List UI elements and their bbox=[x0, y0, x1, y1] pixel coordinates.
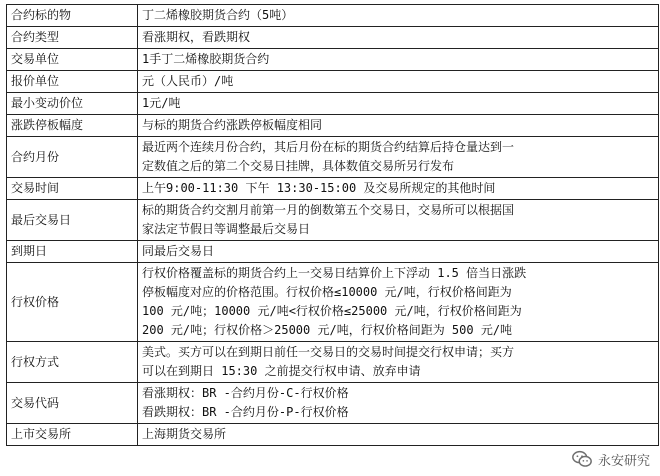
watermark bbox=[571, 448, 650, 470]
row-value-line: 看跌期权：BR -合约月份-P-行权价格 bbox=[142, 405, 349, 419]
table-row bbox=[7, 115, 659, 137]
table-row bbox=[7, 383, 659, 424]
row-value bbox=[138, 342, 659, 383]
row-value-line: 上午9:00-11:30 下午 13:30-15:00 及交易所规定的其他时间 bbox=[142, 181, 496, 195]
watermark-label: 永安研究 bbox=[597, 453, 650, 469]
table-row bbox=[7, 49, 659, 71]
row-value bbox=[138, 71, 659, 93]
table-row bbox=[7, 71, 659, 93]
row-value bbox=[138, 263, 659, 342]
wechat-icon bbox=[571, 448, 593, 470]
table-row bbox=[7, 178, 659, 200]
table-row bbox=[7, 27, 659, 49]
row-value-line: 最近两个连续月份合约，其后月份在标的期货合约结算后持仓量达到一 bbox=[142, 140, 515, 154]
row-label: 到期日 bbox=[7, 241, 138, 263]
row-label: 行权价格 bbox=[7, 263, 138, 342]
row-value bbox=[138, 5, 659, 27]
row-value-line: 看涨期权，看跌期权 bbox=[142, 30, 251, 44]
table-row bbox=[7, 93, 659, 115]
row-value-line: 可以在到期日 15:30 之前提交行权申请、放弃申请 bbox=[142, 364, 421, 378]
row-value-line: 看涨期权：BR -合约月份-C-行权价格 bbox=[142, 386, 349, 400]
table-row bbox=[7, 200, 659, 241]
row-value bbox=[138, 200, 659, 241]
row-label: 报价单位 bbox=[7, 71, 138, 93]
row-value-line: 1手丁二烯橡胶期货合约 bbox=[142, 52, 270, 66]
row-value bbox=[138, 49, 659, 71]
row-value bbox=[138, 424, 659, 446]
row-label: 上市交易所 bbox=[7, 424, 138, 446]
row-value-line: 元（人民币）/吨 bbox=[142, 74, 234, 88]
row-value-line: 停板幅度对应的价格范围。行权价格≤10000 元/吨，行权价格间距为 bbox=[142, 285, 512, 299]
row-value bbox=[138, 137, 659, 178]
table-row bbox=[7, 5, 659, 27]
row-value-line: 美式。买方可以在到期日前任一交易日的交易时间提交行权申请；买方 bbox=[142, 345, 515, 359]
row-label: 涨跌停板幅度 bbox=[7, 115, 138, 137]
row-value-line: 丁二烯橡胶期货合约（5吨） bbox=[142, 8, 294, 22]
row-label: 最小变动价位 bbox=[7, 93, 138, 115]
table-row bbox=[7, 241, 659, 263]
row-value bbox=[138, 93, 659, 115]
row-value-line: 行权价格覆盖标的期货合约上一交易日结算价上下浮动 1.5 倍当日涨跌 bbox=[142, 266, 527, 280]
row-value bbox=[138, 241, 659, 263]
row-value bbox=[138, 115, 659, 137]
row-value-line: 200 元/吨；行权价格＞25000 元/吨，行权价格间距为 500 元/吨 bbox=[142, 323, 513, 337]
contract-spec-table bbox=[6, 4, 659, 446]
row-label: 合约标的物 bbox=[7, 5, 138, 27]
row-label: 行权方式 bbox=[7, 342, 138, 383]
row-value bbox=[138, 178, 659, 200]
row-value-line: 上海期货交易所 bbox=[142, 427, 227, 441]
table-row bbox=[7, 342, 659, 383]
row-value-line: 1元/吨 bbox=[142, 96, 181, 110]
row-label: 合约月份 bbox=[7, 137, 138, 178]
row-value-line: 标的期货合约交割月前第一月的倒数第五个交易日，交易所可以根据国 bbox=[142, 203, 515, 217]
row-value-line: 同最后交易日 bbox=[142, 244, 215, 258]
row-label: 最后交易日 bbox=[7, 200, 138, 241]
row-value bbox=[138, 27, 659, 49]
row-label: 交易代码 bbox=[7, 383, 138, 424]
row-value-line: 家法定节假日等调整最后交易日 bbox=[142, 222, 311, 236]
row-label: 交易单位 bbox=[7, 49, 138, 71]
row-label: 交易时间 bbox=[7, 178, 138, 200]
table-row bbox=[7, 263, 659, 342]
row-label: 合约类型 bbox=[7, 27, 138, 49]
row-value-line: 与标的期货合约涨跌停板幅度相同 bbox=[142, 118, 323, 132]
row-value bbox=[138, 383, 659, 424]
row-value-line: 定数值之后的第二个交易日挂牌，具体数值交易所另行发布 bbox=[142, 159, 455, 173]
table-row bbox=[7, 424, 659, 446]
table-row bbox=[7, 137, 659, 178]
row-value-line: 100 元/吨；10000 元/吨<行权价格≤25000 元/吨，行权价格间距为 bbox=[142, 304, 522, 318]
